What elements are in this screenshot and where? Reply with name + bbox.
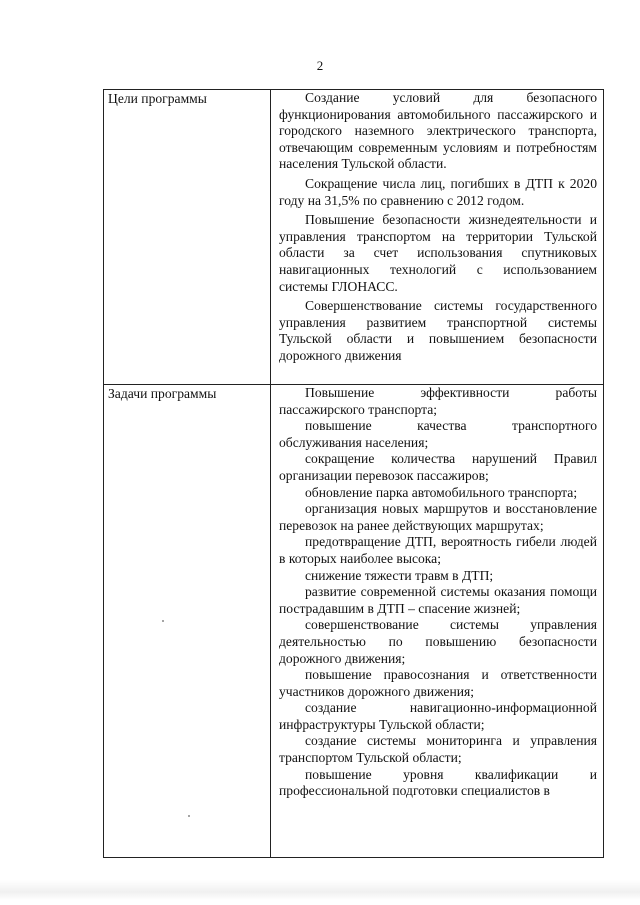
row-content-goals bbox=[271, 90, 604, 385]
scan-speck bbox=[188, 815, 190, 817]
task-paragraph: предотвращение ДТП, вероятность гибели людей в которых наиболее высока; bbox=[279, 534, 597, 566]
task-paragraph: совершенствование системы управления деятельностью по повышению безопасности дорожного движения; bbox=[279, 617, 597, 666]
scan-speck bbox=[162, 620, 164, 622]
goal-paragraph: Создание условий для безопасного функционирования автомобильного пассажирского и городского наземного электрического транспорта, отвечающим современным условиям и потребностям населения Тульской области. bbox=[279, 90, 597, 172]
task-paragraph: снижение тяжести травм в ДТП; bbox=[305, 567, 494, 583]
task-paragraph: повышение уровня квалификации и профессиональной подготовки специалистов в bbox=[279, 766, 597, 799]
table-row-tasks bbox=[104, 385, 604, 858]
page-number: 2 bbox=[316, 58, 324, 73]
task-paragraph: развитие современной системы оказания помощи пострадавшим в ДТП – спасение жизней; bbox=[279, 584, 597, 616]
task-paragraph: создание навигационно-информационной инфраструктуры Тульской области; bbox=[279, 700, 597, 732]
task-paragraph: организация новых маршрутов и восстановление перевозок на ранее действующих маршрутах; bbox=[279, 501, 597, 533]
row-content-tasks bbox=[271, 385, 604, 858]
program-table bbox=[103, 89, 604, 858]
goal-paragraph: Сокращение числа лиц, погибших в ДТП к 2020 году на 31,5% по сравнению с 2012 годом. bbox=[279, 175, 597, 208]
table-row-goals bbox=[104, 90, 604, 385]
task-paragraph: обновление парка автомобильного транспорта; bbox=[305, 484, 578, 500]
scan-edge-shadow bbox=[0, 880, 640, 900]
row-label: Задачи программы bbox=[104, 385, 271, 858]
row-label: Цели программы bbox=[104, 90, 271, 385]
task-paragraph: повышение качества транспортного обслуживания населения; bbox=[279, 418, 597, 450]
goal-paragraph: Повышение безопасности жизнедеятельности и управления транспортом на территории Тульской области за счет использования спутниковых навигационных технологий с использованием системы ГЛОНАСС. bbox=[279, 212, 597, 294]
task-paragraph: сокращение количества нарушений Правил организации перевозок пассажиров; bbox=[279, 451, 597, 483]
task-paragraph: создание системы мониторинга и управления транспортом Тульской области; bbox=[279, 733, 597, 766]
goal-paragraph: Совершенствование системы государственного управления развитием транспортной системы Тульской области и повышением безопасности дорожного движения bbox=[279, 298, 597, 363]
task-paragraph: Повышение эффективности работы пассажирского транспорта; bbox=[279, 385, 597, 417]
task-paragraph: повышение правосознания и ответственности участников дорожного движения; bbox=[279, 667, 597, 699]
